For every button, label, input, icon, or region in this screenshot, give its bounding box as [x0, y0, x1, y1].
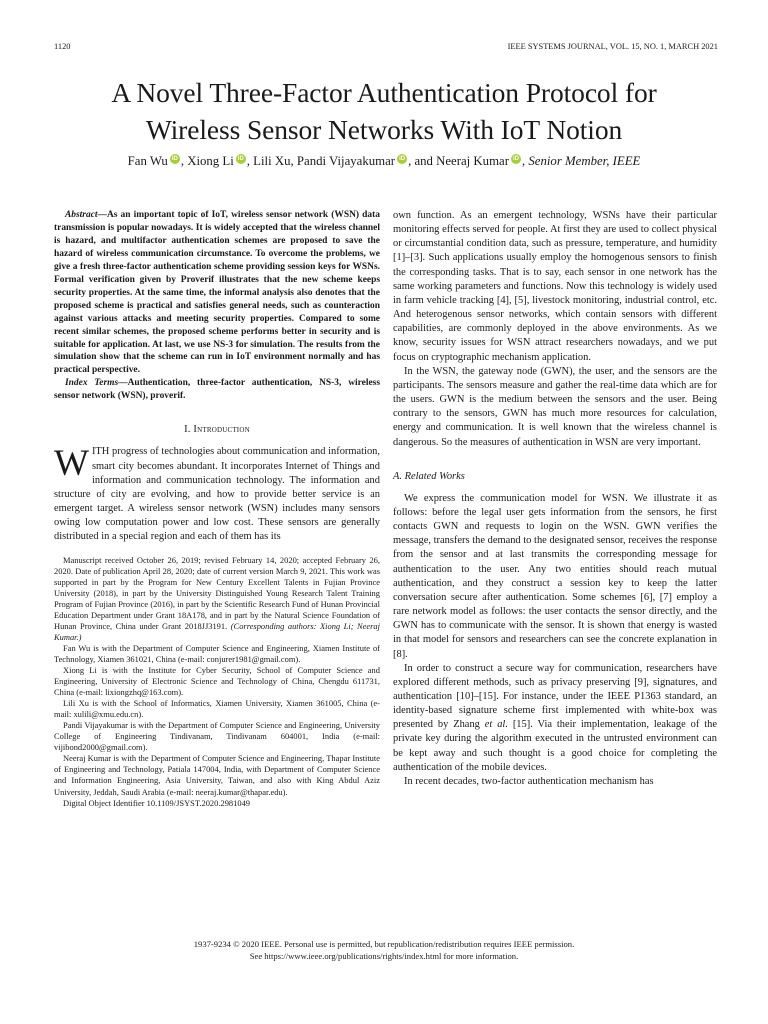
body-paragraph: In the WSN, the gateway node (GWN), the user, and the sensors are the participants. The sensors measure and gather the real-time data which are for the users. GWN is the medium between the sensors and the user. Being contrary to the sensors, GWN has much more resources for calculation, energy and communication. It is well known that the wireless channel is dangerous. So the measures of authentication in WSN are very important. [393, 365, 717, 448]
author-name: , Lili Xu, Pandi Vijayakumar [246, 154, 396, 168]
journal-citation: IEEE SYSTEMS JOURNAL, VOL. 15, NO. 1, MARCH 2021 [507, 42, 718, 51]
footnote-doi[interactable]: Digital Object Identifier 10.1109/JSYST.2020.2981049 [63, 797, 251, 808]
section-heading-introduction: I. Introduction [184, 424, 250, 436]
page-number: 1120 [54, 42, 71, 51]
abstract [54, 209, 380, 377]
author-membership: , Senior Member, IEEE [521, 154, 641, 168]
footnote-affiliation: Neeraj Kumar is with the Department of Computer Science and Engineering, Thapar Institute of Engineering and Technology, Patiala 147004, India, with Department of Computer Science and Information Engineering, Asia University, Taiwan, and also with King Abdul Aziz University, Jeddah, Saudi Arabia (e-mail: neeraj.kumar@thapar.edu). [54, 753, 380, 797]
author-list [40, 152, 728, 170]
intro-paragraph: WITH progress of technologies about communication and information, smart city becomes abundant. It incorporates Internet of Things and information and communication technology. The information and structure of city are evolving, and how to provide better service is an emergent target. A wireless sensor network (WSN) includes many sensors owing low computation power and low cost. These sensors are generally distributed in a special region and each of them has its [54, 443, 380, 543]
author-name: , and Neeraj Kumar [408, 154, 509, 168]
author-name: , Xiong Li [180, 154, 234, 168]
right-column [393, 209, 717, 789]
running-header [54, 41, 718, 53]
left-column [54, 209, 380, 809]
paper-title [40, 74, 728, 148]
title-line-1: A Novel Three-Factor Authentication Protocol for [111, 77, 657, 108]
body-paragraph: We express the communication model for WSN. We illustrate it as follows: before the legal user gets information from the sensors, he first contacts GWN and requests to login on the WSN. GWN verifies the message, transfers the demand to the designated sensor, receives the response from the sensor and at last transmits the corresponding message for authentication to the user. Any two entities should reach mutual authentication, and they construct a session key to keep the latter conversation secure after authentication. Some schemes [6], [7] employ a rare network model as follows: the user contacts the sensor directly, and the GWN has to communicate with the sensor. It is shown that energy is wasted in that model for sensors and researchers can see the concrete explanation in [8]. [393, 492, 717, 660]
body-paragraph: In order to construct a secure way for communication, researchers have explored different methods, such as privacy preserving [9], signatures, and authentication [10]–[15]. For instance, under the IEEE P1363 standard, an identity-based signature scheme first implemented with white-box was presented by Zhang et al. [15]. Via their implementation, leakage of the private key during the algorithm executed in the untrusted environment can be kept away and such thought is a good choice for completing the authentication of the mobile devices. [393, 662, 717, 773]
orcid-icon[interactable]: iD [237, 156, 244, 162]
footnote-received: Manuscript received October 26, 2019; revised February 14, 2020; accepted February 26, 2020. Date of publication April 28, 2020; date of current version March 9, 2021. This work was supported in part by the Program for New Century Excellent Talents in Fujian Province University (2018), in part by the University Distinguished Young Research Talent Training Program of Fujian Province (2016), in part by the Scientific Research Fund of Hunan Provincial Education Department under Grant 18A178, and in part by the Natural Science Foundation of Hunan Province, China under Grant 2018JJ3191. (Corresponding authors: Xiong Li; Neeraj Kumar.) [54, 554, 380, 642]
abstract-text: —As an important topic of IoT, wireless sensor network (WSN) data transmission is popular nowadays. It is widely accepted that the wireless channel is hazard, and multifactor authentication schemes are proposed to save the hazard of wireless communication circumstance. To overcome the problems, we give a fresh three-factor authentication scheme providing session keys for WSNs. Formal verification given by Proverif illustrates that the new scheme keeps security properties. At the same time, the informal analysis also denotes that the proposed scheme is practical and satisfies general needs, such as counteraction against various attacks and meeting security properties. Compared to some recent similar schemes, the proposed scheme performs better in security and is suitable for application. At last, we use NS-3 for simulation. The results from the simulation show that the scheme can run in IoT environment normally and has practical perspective. [54, 210, 380, 376]
rights-link[interactable]: See https://www.ieee.org/publications/rights/index.html for more information. [249, 951, 519, 961]
title-line-2: Wireless Sensor Networks With IoT Notion [145, 114, 623, 145]
footnote-affiliation: Fan Wu is with the Department of Computer Science and Engineering, Xiamen Institute of Technology, Xiamen 361021, China (e-mail: conjurer1981@gmail.com). [54, 642, 380, 664]
index-terms [54, 377, 380, 403]
body-paragraph: own function. As an emergent technology, WSNs have their particular monitoring effects served for people. At first they are used to collect physical or circumstantial condition data, such as pressure, temperature, and humidity [1]–[3]. Such applications usually employ the homogenous sensors to finish the corresponding tasks. That is to say, each sensor in one network has the same working parameters and functions. Now this technology is widely used in farm vehicle tracking [4], [5], livestock monitoring, industrial control, etc. And heterogenous sensor networks, which contain sensors with different capabilities, are commonly deployed in the above environments. As we know, security issues for WSN attract researchers nowadays, and we put focus on cryptographic mechanism application. [393, 210, 717, 363]
drop-cap: W [54, 443, 89, 485]
copyright-line: 1937-9234 © 2020 IEEE. Personal use is permitted, but republication/redistribution requires IEEE permission. [193, 939, 575, 949]
subsection-heading-related-works: A. Related Works [393, 470, 465, 482]
footnote-affiliation: Pandi Vijayakumar is with the Department of Computer Science and Engineering, University College of Engineering Tindivanam, Tindivanam 604001, India (e-mail: vijibond2000@gmail.com). [54, 720, 380, 753]
abstract-label: Abstract [65, 210, 98, 220]
footnotes [54, 555, 380, 809]
orcid-icon[interactable]: iD [512, 156, 519, 162]
orcid-icon[interactable]: iD [399, 156, 406, 162]
index-terms-label: Index Terms [65, 378, 119, 389]
footnote-affiliation: Xiong Li is with the Institute for Cyber Security, School of Computer Science and Engineering, University of Electronic Science and Technology of China, Chengdu 611731, China (e-mail: lixiongzhq@163.com). [54, 665, 380, 698]
author-name: Fan Wu [127, 154, 168, 168]
footnote-corresponding: (Corresponding authors: Xiong Li; Neeraj Kumar.) [54, 620, 380, 642]
index-terms-text: —Authentication, three-factor authentication, NS-3, wireless sensor network (WSN), proverif. [54, 378, 380, 402]
body-paragraph: In recent decades, two-factor authentication mechanism has [404, 775, 654, 787]
orcid-icon[interactable]: iD [171, 156, 178, 162]
footnote-affiliation: Lili Xu is with the School of Informatics, Xiamen University, Xiamen 361005, China (e-mail: xulili@xmu.edu.cn). [54, 698, 380, 720]
copyright-notice [40, 938, 728, 962]
